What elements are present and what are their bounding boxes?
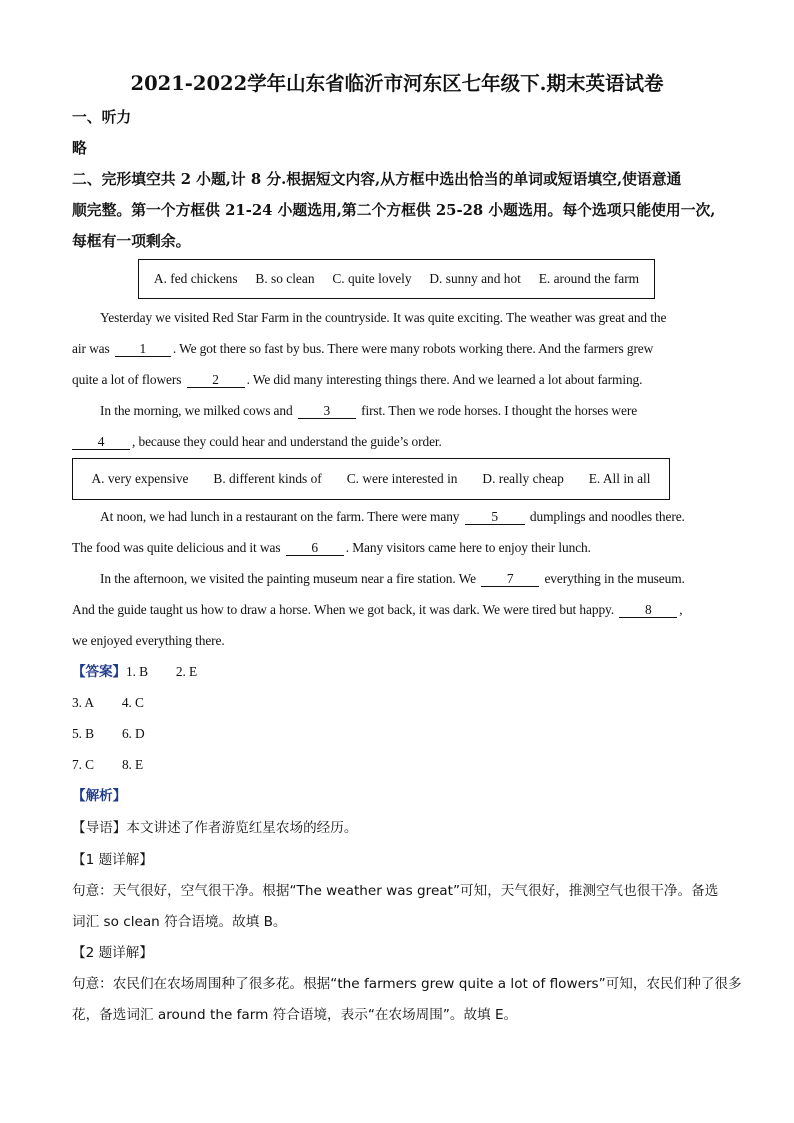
page-title: 2021-2022学年山东省临沂市河东区七年级下.期末英语试卷: [130, 72, 664, 95]
analysis-label: 【解析】: [72, 788, 127, 804]
answer-item: 4. C: [121, 695, 144, 710]
answer-row: [72, 693, 144, 713]
word-box-2-option: B. different kinds of: [213, 471, 322, 486]
answer-row: [72, 662, 197, 682]
answer-item: 2. E: [175, 664, 198, 679]
word-box-2: [72, 458, 670, 500]
passage-text: first. Then we rode horses. I thought the horses were: [357, 403, 638, 418]
passage-text: quite a lot of flowers: [72, 372, 185, 387]
passage-text: The food was quite delicious and it was: [72, 540, 284, 555]
passage-line: [72, 370, 642, 390]
passage-text: . Many visitors came here to enjoy their lunch.: [345, 540, 591, 555]
answer-item: 1. B: [125, 664, 148, 679]
passage-text: everything in the museum.: [541, 571, 685, 586]
blank-5: 5: [465, 509, 525, 525]
passage-line: [72, 432, 442, 452]
word-box-2-option: D. really cheap: [482, 471, 564, 486]
word-box-1: [138, 259, 655, 299]
section1-content: 略: [72, 140, 87, 157]
blank-6: 6: [286, 540, 344, 556]
passage-text: At noon, we had lunch in a restaurant on the farm. There were many: [100, 509, 463, 524]
blank-3: 3: [298, 403, 356, 419]
passage-text: In the morning, we milked cows and: [100, 403, 296, 418]
q1-detail: 词汇 so clean 符合语境。故填 B。: [72, 914, 287, 930]
passage-text: dumplings and noodles there.: [526, 509, 685, 524]
passage-text: , because they could hear and understand the guide’s order.: [132, 434, 442, 449]
section2-instruction-2: 顺完整。第一个方框供 21-24 小题选用,第二个方框供 25-28 小题选用。每个选项只能使用一次,: [72, 202, 716, 219]
blank-4: 4: [72, 434, 130, 450]
answer-item: 3. A: [72, 695, 94, 710]
answer-row: [72, 755, 143, 775]
q2-label: 【2 题详解】: [72, 945, 153, 961]
passage-line: Yesterday we visited Red Star Farm in the countryside. It was quite exciting. The weather was great and the: [100, 310, 667, 325]
passage-line: [72, 339, 653, 359]
answer-item: 6. D: [121, 726, 145, 741]
passage-line: [72, 600, 683, 620]
q2-detail: 花，备选词汇 around the farm 符合语境，表示“在农场周围”。故填 E。: [72, 1007, 518, 1023]
section2-instruction-1: 二、完形填空共 2 小题,计 8 分.根据短文内容,从方框中选出恰当的单词或短语填空,使语意通: [72, 171, 682, 188]
passage-text: In the afternoon, we visited the painting museum near a fire station. We: [100, 571, 480, 586]
section1-heading: 一、听力: [72, 109, 132, 126]
answer-label: 【答案】: [72, 664, 126, 680]
q1-detail: 句意：天气很好，空气很干净。根据“The weather was great”可知，天气很好，推测空气也很干净。备选: [72, 883, 719, 899]
word-box-1-option: E. around the farm: [538, 271, 640, 286]
q1-label: 【1 题详解】: [72, 852, 153, 868]
word-box-1-option: A. fed chickens: [153, 271, 238, 286]
word-box-1-option: C. quite lovely: [332, 271, 412, 286]
passage-line: [100, 401, 637, 421]
passage-text: ,: [679, 602, 683, 617]
passage-line: [72, 538, 591, 558]
answer-item: 8. E: [121, 757, 144, 772]
passage-text: air was: [72, 341, 113, 356]
blank-8: 8: [619, 602, 677, 618]
answer-item: 5. B: [72, 726, 94, 741]
blank-2: 2: [187, 372, 245, 388]
q2-detail: 句意：农民们在农场周围种了很多花。根据“the farmers grew quite a lot of flowers”可知，农民们种了很多: [72, 976, 742, 992]
section2-instruction-3: 每框有一项剩余。: [72, 233, 191, 250]
passage-text: And the guide taught us how to draw a horse. When we got back, it was dark. We were tired but happy.: [72, 602, 618, 617]
passage-text: . We got there so fast by bus. There were many robots working there. And the farmers grew: [172, 341, 654, 356]
word-box-2-option: C. were interested in: [346, 471, 458, 486]
answer-item: 7. C: [72, 757, 94, 772]
analysis-intro: 【导语】本文讲述了作者游览红星农场的经历。: [72, 820, 358, 836]
blank-7: 7: [481, 571, 539, 587]
passage-line: we enjoyed everything there.: [72, 633, 225, 648]
passage-text: . We did many interesting things there. And we learned a lot about farming.: [246, 372, 643, 387]
answer-row: [72, 724, 145, 744]
word-box-1-option: D. sunny and hot: [429, 271, 521, 286]
word-box-1-option: B. so clean: [255, 271, 315, 286]
word-box-2-option: A. very expensive: [91, 471, 189, 486]
passage-line: [100, 569, 685, 589]
blank-1: 1: [115, 341, 171, 357]
word-box-2-option: E. All in all: [588, 471, 651, 486]
passage-line: [100, 507, 685, 527]
